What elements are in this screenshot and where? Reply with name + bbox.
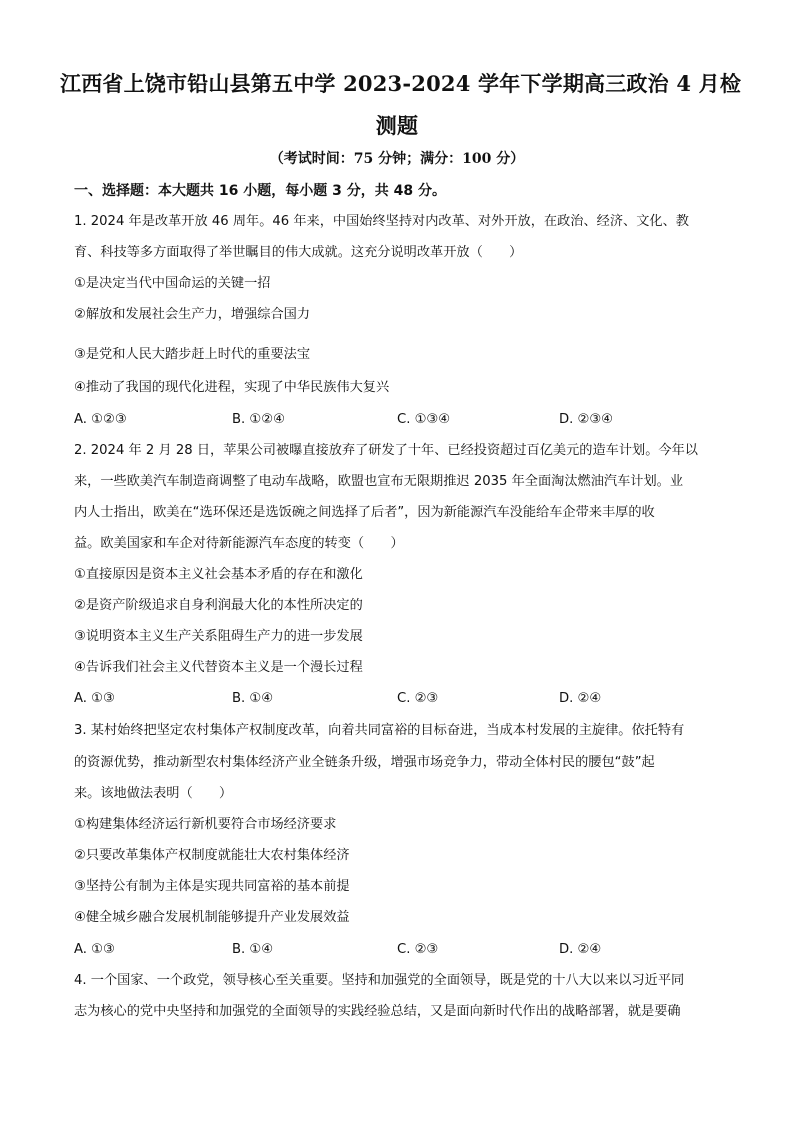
option-c: C. ①③④ (397, 412, 451, 427)
question-item: ④健全城乡融合发展机制能够提升产业发展效益 (74, 910, 350, 925)
question-item: ①是决定当代中国命运的关键一招 (74, 276, 271, 291)
option-a: A. ①③ (74, 691, 115, 706)
exam-title-line2: 测题 (375, 113, 419, 138)
question-item: ①直接原因是资本主义社会基本矛盾的存在和激化 (74, 567, 363, 582)
question-item: ③是党和人民大踏步赶上时代的重要法宝 (74, 347, 311, 362)
option-b: B. ①④ (232, 942, 274, 957)
question-item: ③说明资本主义生产关系阻碍生产力的进一步发展 (74, 629, 363, 644)
question-stem-line: 3. 某村始终把坚定农村集体产权制度改革，向着共同富裕的目标奋进，当成本村发展的主旋律。依托特有 (74, 723, 685, 738)
option-b: B. ①②④ (232, 412, 285, 427)
option-c: C. ②③ (397, 691, 439, 706)
question-stem-line: 来，一些欧美汽车制造商调整了电动车战略，欧盟也宣布无限期推迟 2035 年全面淘汰燃油汽车计划。业 (74, 474, 684, 489)
option-a: A. ①③ (74, 942, 115, 957)
question-item: ③坚持公有制为主体是实现共同富裕的基本前提 (74, 879, 350, 894)
question-stem-line: 2. 2024 年 2 月 28 日，苹果公司被曝直接放弃了研发了十年、已经投资超过百亿美元的造车计划。今年以 (74, 443, 698, 458)
exam-title-line1: 江西省上饶市铅山县第五中学 2023-2024 学年下学期高三政治 4 月检 (60, 71, 742, 96)
answer-options (74, 940, 722, 960)
question-item: ②是资产阶级追求自身利润最大化的本性所决定的 (74, 598, 363, 613)
option-a: A. ①②③ (74, 412, 127, 427)
question-item: ④推动了我国的现代化进程，实现了中华民族伟大复兴 (74, 380, 390, 395)
option-d: D. ②④ (559, 691, 602, 706)
question-item: ②只要改革集体产权制度就能壮大农村集体经济 (74, 848, 350, 863)
answer-options (74, 410, 722, 430)
question-stem-line: 4. 一个国家、一个政党，领导核心至关重要。坚持和加强党的全面领导，既是党的十八大以来以习近平同 (74, 973, 685, 988)
question-stem-line: 内人士指出，欧美在“选环保还是选饭碗之间选择了后者”，因为新能源汽车没能给车企带来丰厚的收 (74, 505, 655, 520)
question-stem-line: 的资源优势，推动新型农村集体经济产业全链条升级，增强市场竞争力，带动全体村民的腰包“鼓”起 (74, 755, 655, 770)
question-item: ①构建集体经济运行新机要符合市场经济要求 (74, 817, 337, 832)
question-stem-line: 1. 2024 年是改革开放 46 周年。46 年来，中国始终坚持对内改革、对外开放，在政治、经济、文化、教 (74, 214, 689, 229)
question-stem-line: 益。欧美国家和车企对待新能源汽车态度的转变（ ） (74, 536, 404, 551)
question-stem-line: 志为核心的党中央坚持和加强党的全面领导的实践经验总结，又是面向新时代作出的战略部署，就是要确 (74, 1004, 681, 1019)
question-stem-line: 育、科技等多方面取得了举世瞩目的伟大成就。这充分说明改革开放（ ） (74, 245, 523, 260)
option-d: D. ②④ (559, 942, 602, 957)
question-item: ②解放和发展社会生产力，增强综合国力 (74, 307, 311, 322)
option-d: D. ②③④ (559, 412, 614, 427)
question-stem-line: 来。该地做法表明（ ） (74, 786, 233, 801)
question-item: ④告诉我们社会主义代替资本主义是一个漫长过程 (74, 660, 363, 675)
option-c: C. ②③ (397, 942, 439, 957)
exam-info: （考试时间：75 分钟；满分：100 分） (269, 151, 525, 167)
section-heading: 一、选择题：本大题共 16 小题，每小题 3 分，共 48 分。 (74, 183, 446, 199)
answer-options (74, 689, 722, 709)
option-b: B. ①④ (232, 691, 274, 706)
